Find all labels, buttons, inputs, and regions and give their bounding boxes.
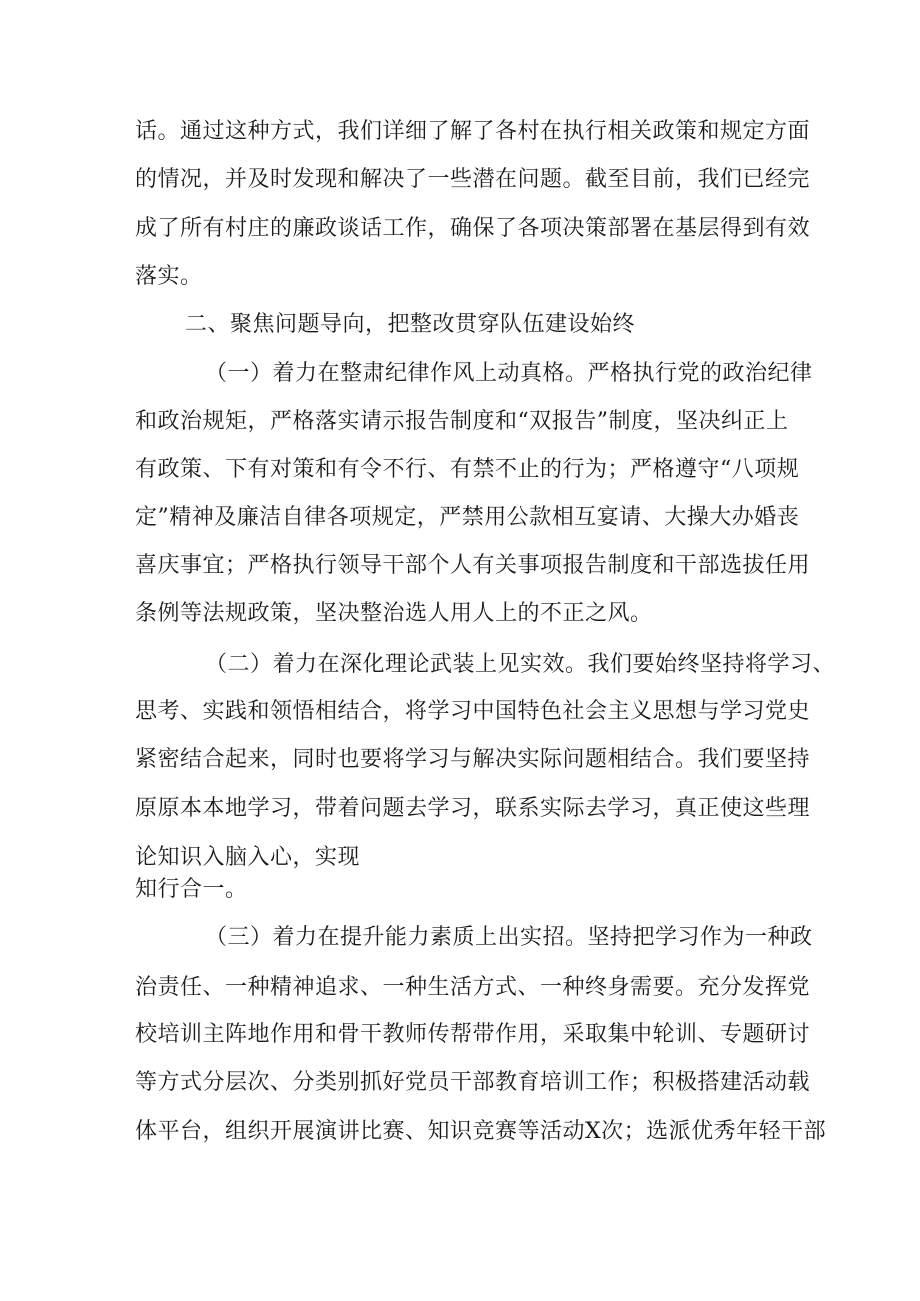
text-line: （二）着力在深化理论武装上见实效。我们要始终坚持将学习、	[205, 652, 836, 677]
text-line: 有政策、下有对策和有令不行、有禁不止的行为；严格遵守“八项规	[135, 457, 800, 482]
text-line: 话。通过这种方式，我们详细了解了各村在执行相关政策和规定方面	[135, 119, 811, 144]
text-line: 校培训主阵地作用和骨干教师传帮带作用，采取集中轮训、专题研讨	[135, 1022, 811, 1047]
text-line: 喜庆事宜；严格执行领导干部个人有关事项报告制度和干部选拔任用	[135, 553, 811, 578]
text-line: 定”精神及廉洁自律各项规定，严禁用公款相互宴请、大操大办婚丧	[135, 505, 800, 530]
text-line: 的情况，并及时发现和解决了一些潜在问题。截至目前，我们已经完	[135, 167, 811, 192]
text-line: 等方式分层次、分类别抓好党员干部教育培训工作；积极搭建活动载	[135, 1070, 811, 1095]
section-heading: 二、聚焦问题导向，把整改贯穿队伍建设始终	[185, 312, 636, 337]
text-line: 思考、实践和领悟相结合，将学习中国特色社会主义思想与学习党史	[135, 699, 811, 724]
text-line: 治责任、一种精神追求、一种生活方式、一种终身需要。充分发挥党	[135, 975, 811, 1000]
text-line: 条例等法规政策，坚决整治选人用人上的不正之风。	[135, 601, 653, 626]
text-line: 原原本本地学习，带着问题去学习，联系实际去学习，真正使这些理	[135, 796, 811, 821]
text-line: 体平台，组织开展演讲比赛、知识竞赛等活动X次；选派优秀年轻干部	[135, 1119, 827, 1144]
text-line: 论知识入脑入心，实现	[135, 845, 361, 870]
text-line: 落实。	[135, 264, 203, 289]
text-line: 成了所有村庄的廉政谈话工作，确保了各项决策部署在基层得到有效	[135, 216, 811, 241]
text-line: 和政治规矩，严格落实请示报告制度和“双报告”制度，坚决纠正上	[135, 409, 789, 434]
text-line: （三）着力在提升能力素质上出实招。坚持把学习作为一种政	[205, 925, 813, 950]
text-line: （一）着力在整肃纪律作风上动真格。严格执行党的政治纪律	[205, 361, 813, 386]
text-line: 紧密结合起来，同时也要将学习与解决实际问题相结合。我们要坚持	[135, 747, 811, 772]
text-line: 知行合一。	[135, 877, 248, 902]
